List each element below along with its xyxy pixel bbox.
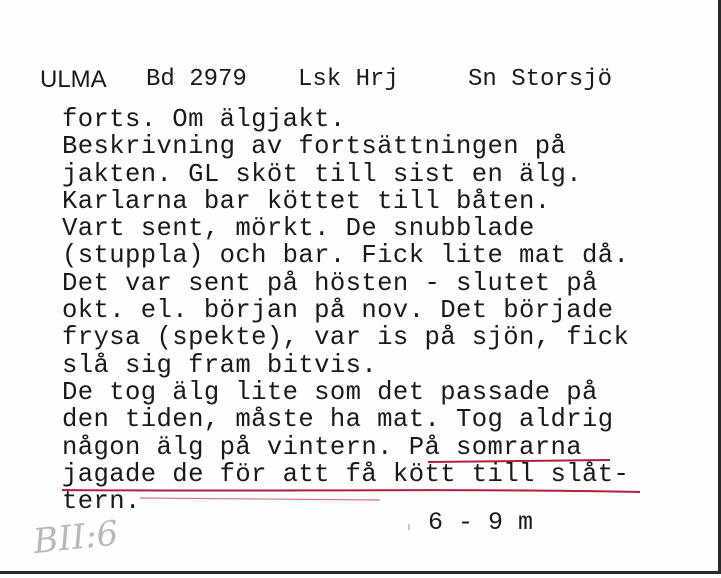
text-line: jakten. GL sköt till sist en älg. [62,159,583,189]
archive-label: ULMA [40,66,107,93]
text-line: jagade de för att få kött till slåt- [62,459,630,489]
page-reference: 6 - 9 m [428,508,534,537]
archive-stamp: BII:6 [31,513,121,563]
text-line: Karlarna bar köttet till båten. [62,186,551,216]
text-line: någon älg på vintern. På somrarna [62,432,583,462]
parish-label: Sn Storsjö [468,66,613,93]
text-line: okt. el. början på nov. Det började [62,296,614,326]
text-line: (stuppla) och bar. Fick lite mat då. [62,241,630,271]
text-line: Vart sent, mörkt. De snubblade [62,214,535,244]
text-line: forts. Om älgjakt. [62,105,346,134]
text-line: Beskrivning av fortsättningen på [62,132,567,162]
scan-mark [408,524,410,530]
text-line: tern. [62,487,141,517]
text-line: slå sig fram bitvis. [62,350,378,380]
volume-number: Bd 2979 [146,66,247,93]
text-line: frysa (spekte), var is på sjön, fick [62,323,630,353]
text-line: De tog älg lite som det passade på [62,377,598,407]
province-label: Lsk Hrj [298,66,399,93]
text-line: Det var sent på hösten - slutet på [62,268,598,298]
text-line: den tiden, måste ha mat. Tog aldrig [62,405,614,435]
